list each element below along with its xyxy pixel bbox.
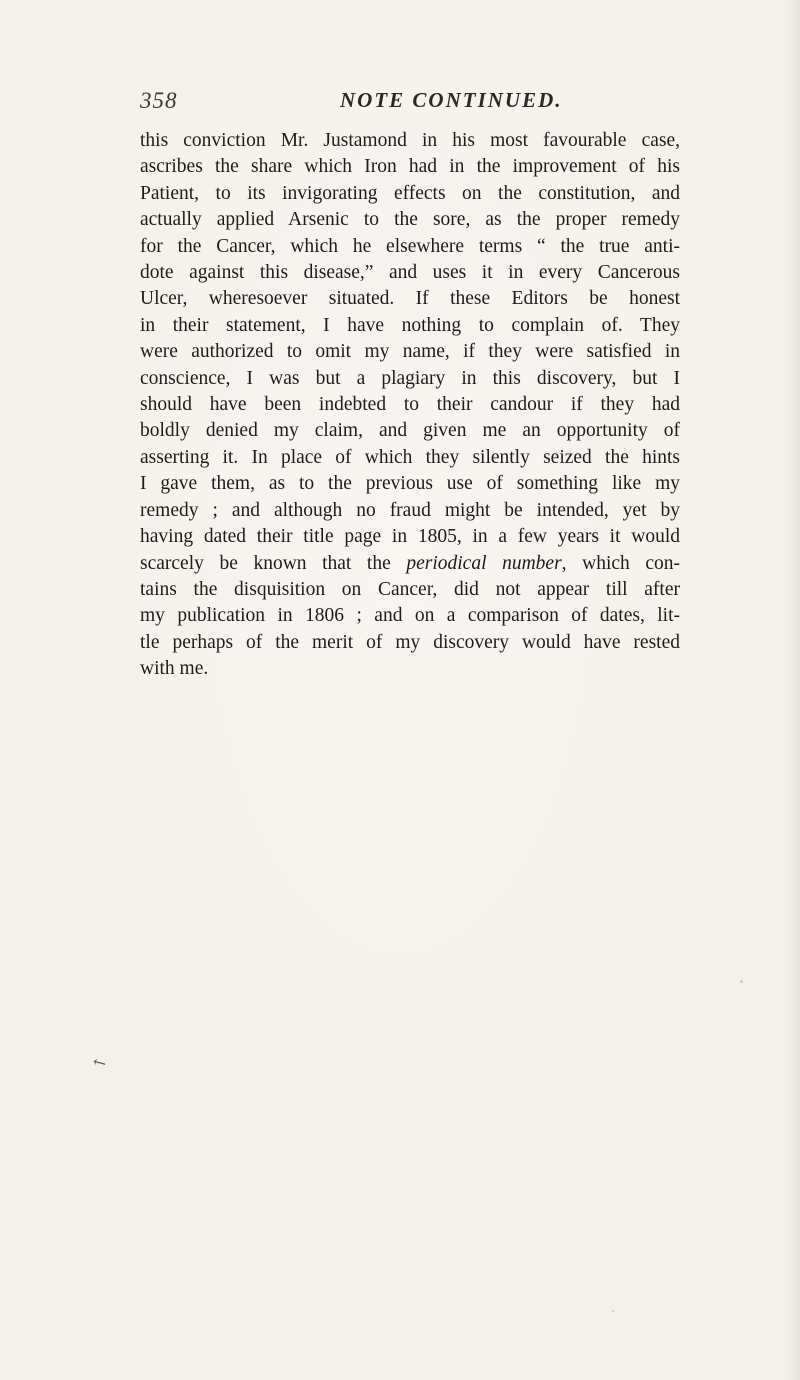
body-paragraph	[140, 128, 680, 683]
text-line: dote against this disease,” and uses it in every Cancerous	[140, 262, 680, 284]
text-line: for the Cancer, which he elsewhere terms “ the true anti-	[140, 235, 680, 257]
text-line: I gave them, as to the previous use of something like my	[140, 473, 680, 495]
page-number: 358	[140, 88, 178, 113]
paper-speck	[740, 980, 743, 983]
text-line-last: with me.	[140, 658, 209, 680]
text-line: Patient, to its invigorating effects on the constitution, and	[140, 182, 680, 204]
text-line: asserting it. In place of which they silently seized the hints	[140, 446, 680, 468]
text-line: having dated their title page in 1805, in a few years it would	[140, 526, 680, 548]
paper-speck	[612, 1310, 614, 1312]
italic-phrase: periodical number	[406, 552, 562, 574]
text-line: this conviction Mr. Justamond in his most favourable case,	[140, 130, 680, 151]
text-line: remedy ; and although no fraud might be intended, yet by	[140, 499, 680, 521]
page-edge-shadow	[786, 0, 800, 1380]
text-line: tains the disquisition on Cancer, did not appear till after	[140, 578, 680, 600]
section-title: NOTE CONTINUED.	[340, 88, 563, 112]
running-head	[140, 88, 680, 118]
text-line: were authorized to omit my name, if they were satisfied in	[140, 341, 680, 363]
text-segment: , which con-	[561, 552, 680, 574]
text-segment: scarcely be known that the	[140, 552, 391, 574]
text-line: in their statement, I have nothing to complain of. They	[140, 314, 680, 336]
text-line: should have been indebted to their candour if they had	[140, 394, 680, 416]
text-line: conscience, I was but a plagiary in this discovery, but I	[140, 367, 680, 389]
text-line: Ulcer, wheresoever situated. If these Editors be honest	[140, 288, 680, 310]
text-line: ascribes the share which Iron had in the improvement of his	[140, 156, 680, 178]
text-line-with-italic	[140, 551, 680, 577]
stray-ink-mark: ↖	[89, 1052, 111, 1075]
text-line: tle perhaps of the merit of my discovery would have rested	[140, 631, 680, 653]
text-line: actually applied Arsenic to the sore, as the proper remedy	[140, 209, 680, 231]
text-line: my publication in 1806 ; and on a comparison of dates, lit-	[140, 605, 680, 627]
text-line: boldly denied my claim, and given me an opportunity of	[140, 420, 680, 442]
